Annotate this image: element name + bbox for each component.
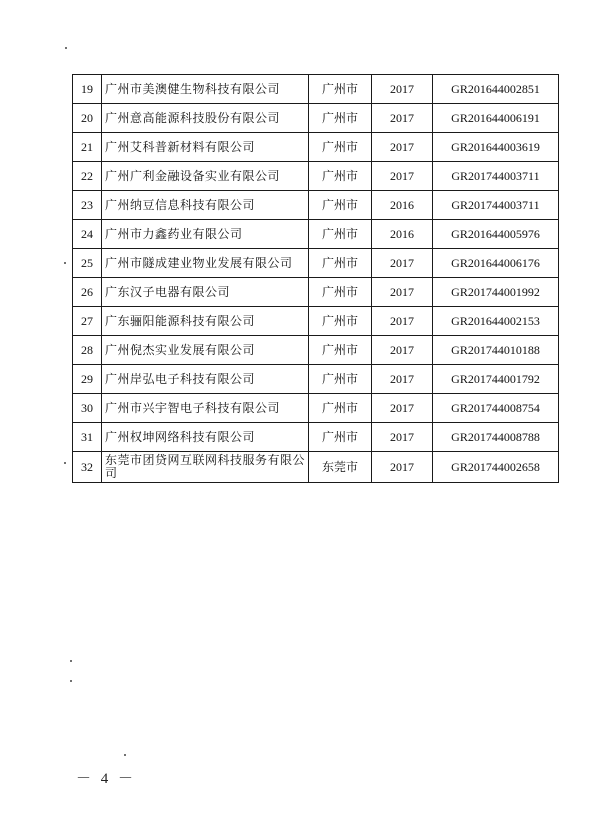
certificate-number: GR201744008754 [433, 394, 559, 423]
city: 广州市 [309, 104, 372, 133]
city: 广州市 [309, 394, 372, 423]
table-row [73, 452, 559, 483]
certificate-number: GR201744008788 [433, 423, 559, 452]
table-row [73, 191, 559, 220]
year: 2017 [372, 104, 433, 133]
certificate-number: GR201644006176 [433, 249, 559, 278]
row-number: 28 [73, 336, 102, 365]
enterprise-table [72, 74, 559, 483]
company-name: 广州意高能源科技股份有限公司 [102, 104, 309, 133]
row-number: 29 [73, 365, 102, 394]
company-name: 广州纳豆信息科技有限公司 [102, 191, 309, 220]
certificate-number: GR201744001792 [433, 365, 559, 394]
year: 2017 [372, 162, 433, 191]
city: 广州市 [309, 191, 372, 220]
city: 广州市 [309, 75, 372, 104]
certificate-number: GR201644006191 [433, 104, 559, 133]
certificate-number: GR201744003711 [433, 191, 559, 220]
certificate-number: GR201744001992 [433, 278, 559, 307]
city: 东莞市 [309, 452, 372, 483]
certificate-number: GR201744003711 [433, 162, 559, 191]
year: 2017 [372, 336, 433, 365]
city: 广州市 [309, 133, 372, 162]
row-number: 27 [73, 307, 102, 336]
company-name: 广州艾科普新材料有限公司 [102, 133, 309, 162]
certificate-number: GR201744002658 [433, 452, 559, 483]
row-number: 26 [73, 278, 102, 307]
company-name: 广州市兴宇智电子科技有限公司 [102, 394, 309, 423]
company-name: 广州广利金融设备实业有限公司 [102, 162, 309, 191]
row-number: 23 [73, 191, 102, 220]
year: 2016 [372, 220, 433, 249]
row-number: 31 [73, 423, 102, 452]
city: 广州市 [309, 423, 372, 452]
row-number: 32 [73, 452, 102, 483]
table-row [73, 365, 559, 394]
company-name: 广州市力鑫药业有限公司 [102, 220, 309, 249]
scan-speck [70, 680, 72, 682]
row-number: 20 [73, 104, 102, 133]
year: 2017 [372, 75, 433, 104]
table-row [73, 278, 559, 307]
city: 广州市 [309, 249, 372, 278]
certificate-number: GR201644003619 [433, 133, 559, 162]
row-number: 22 [73, 162, 102, 191]
year: 2017 [372, 365, 433, 394]
row-number: 19 [73, 75, 102, 104]
scan-speck [70, 660, 72, 662]
table-row [73, 394, 559, 423]
scan-speck [124, 754, 126, 756]
year: 2017 [372, 423, 433, 452]
scan-speck [65, 47, 67, 49]
table-row [73, 423, 559, 452]
company-name: 广东骊阳能源科技有限公司 [102, 307, 309, 336]
scan-speck [64, 262, 66, 264]
city: 广州市 [309, 336, 372, 365]
city: 广州市 [309, 278, 372, 307]
row-number: 24 [73, 220, 102, 249]
company-name: 广州岸弘电子科技有限公司 [102, 365, 309, 394]
table-row [73, 220, 559, 249]
company-name: 东莞市团贷网互联网科技服务有限公司 [102, 452, 309, 483]
year: 2017 [372, 394, 433, 423]
page-number: － 4 － [76, 771, 137, 787]
company-name: 广州市隧成建业物业发展有限公司 [102, 249, 309, 278]
year: 2017 [372, 133, 433, 162]
table-row [73, 133, 559, 162]
certificate-number: GR201644002851 [433, 75, 559, 104]
year: 2016 [372, 191, 433, 220]
year: 2017 [372, 307, 433, 336]
company-name: 广东汉子电器有限公司 [102, 278, 309, 307]
certificate-number: GR201644005976 [433, 220, 559, 249]
table-row [73, 162, 559, 191]
certificate-number: GR201644002153 [433, 307, 559, 336]
row-number: 25 [73, 249, 102, 278]
table-row [73, 336, 559, 365]
company-name: 广州市美澳健生物科技有限公司 [102, 75, 309, 104]
year: 2017 [372, 278, 433, 307]
table-row [73, 75, 559, 104]
year: 2017 [372, 452, 433, 483]
city: 广州市 [309, 220, 372, 249]
certificate-number: GR201744010188 [433, 336, 559, 365]
company-name: 广州权坤网络科技有限公司 [102, 423, 309, 452]
table-row [73, 249, 559, 278]
city: 广州市 [309, 162, 372, 191]
row-number: 30 [73, 394, 102, 423]
row-number: 21 [73, 133, 102, 162]
city: 广州市 [309, 307, 372, 336]
company-name: 广州倪杰实业发展有限公司 [102, 336, 309, 365]
city: 广州市 [309, 365, 372, 394]
table-row [73, 307, 559, 336]
scan-speck [64, 462, 66, 464]
table-row [73, 104, 559, 133]
year: 2017 [372, 249, 433, 278]
